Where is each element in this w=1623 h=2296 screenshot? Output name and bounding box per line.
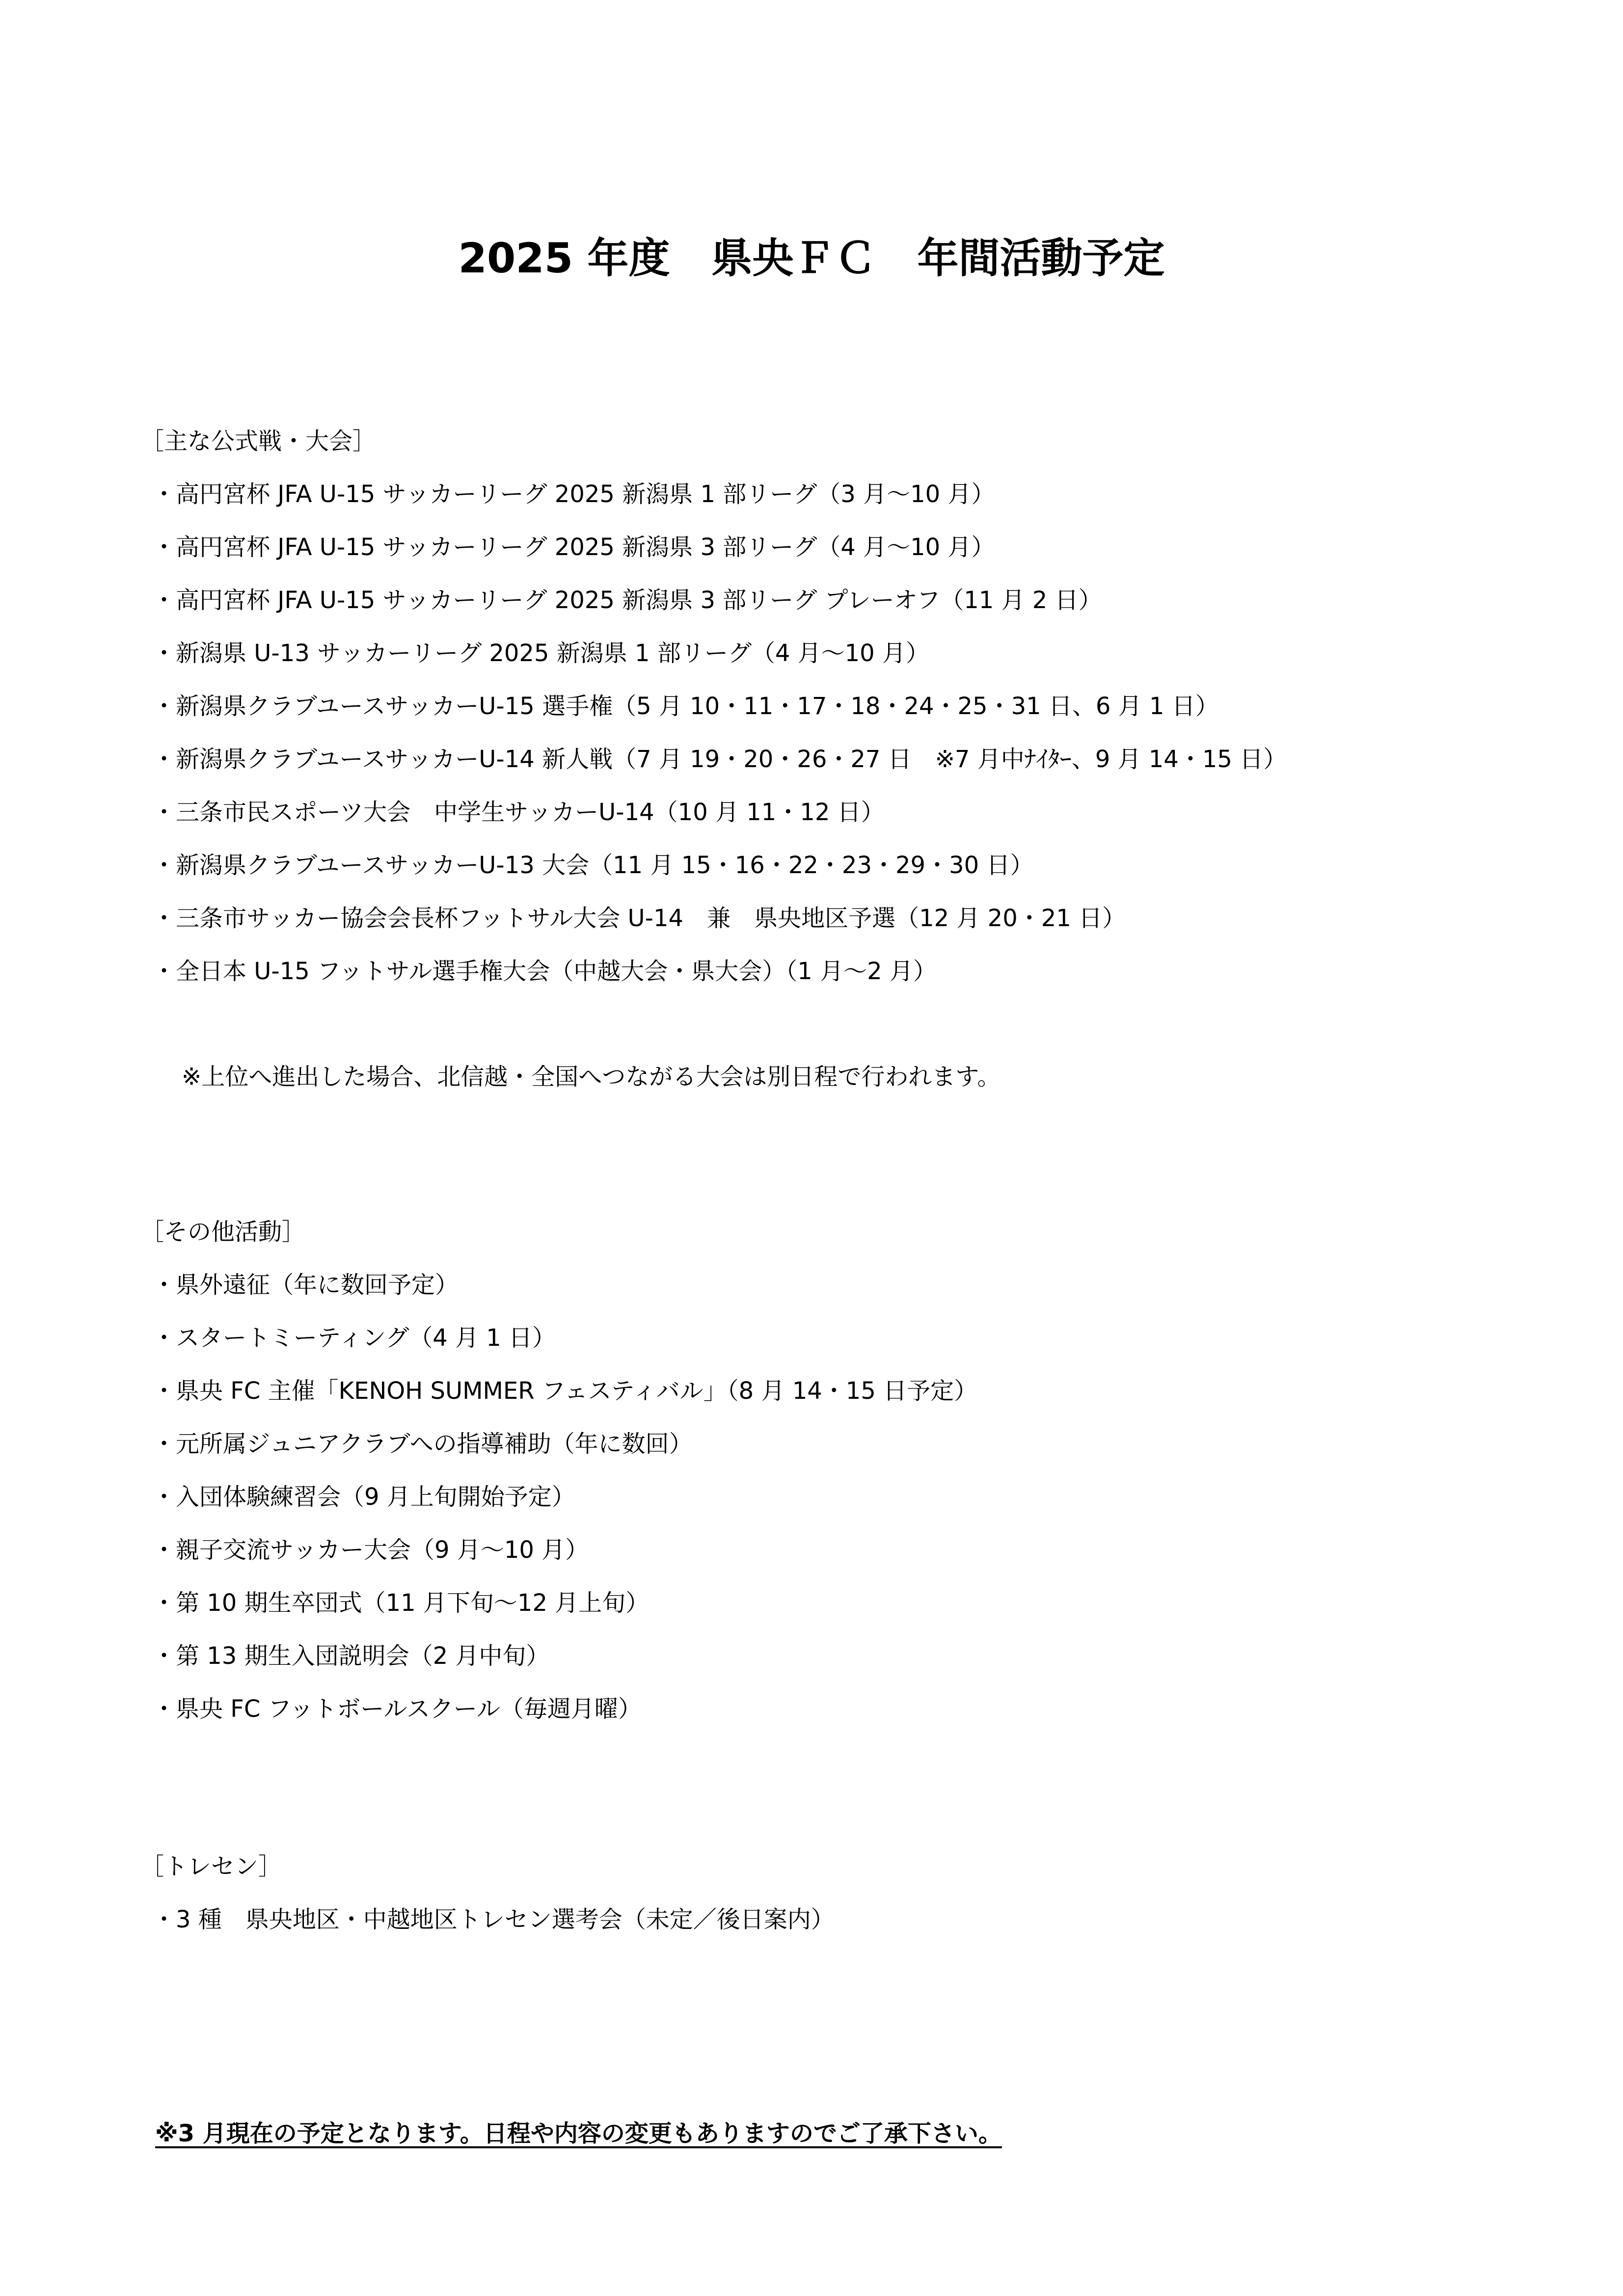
section-other-activities <box>140 1205 1564 1735</box>
section-heading: ［主な公式戦・大会］ <box>140 427 377 455</box>
section-heading: ［トレセン］ <box>140 1853 282 1880</box>
list-item: ・三条市サッカー協会会長杯フットサル大会 U-14 兼 県央地区予選（12 月 20・21 日） <box>152 905 1126 932</box>
list-item: ・新潟県クラブユースサッカーU-14 新人戦（7 月 19・20・26・27 日 ※7 月中ﾅｲﾀｰ、9 月 14・15 日） <box>152 746 1287 773</box>
list-item: ・元所属ジュニアクラブへの指導補助（年に数回） <box>152 1430 693 1458</box>
list-item: ・県央 FC フットボールスクール（毎週月曜） <box>152 1695 642 1723</box>
page-title: 2025 年度 県央ＦＣ 年間活動予定 <box>458 234 1165 282</box>
list-item: ・県外遠征（年に数回予定） <box>152 1271 459 1299</box>
list-item: ・3 種 県央地区・中越地区トレセン選考会（未定／後日案内） <box>152 1906 835 1933</box>
list-item: ・入団体験練習会（9 月上旬開始予定） <box>152 1483 575 1511</box>
list-item: ・県央 FC 主催「KENOH SUMMER フェスティバル」（8 月 14・15 日予定） <box>152 1377 978 1405</box>
list-item: ・スタートミーティング（4 月 1 日） <box>152 1324 556 1352</box>
section-official-matches <box>140 415 1564 998</box>
list-item: ・新潟県クラブユースサッカーU-15 選手権（5 月 10・11・17・18・24・25・31 日、6 月 1 日） <box>152 693 1219 720</box>
list-item: ・高円宮杯 JFA U-15 サッカーリーグ 2025 新潟県 3 部リーグ（4 月～10 月） <box>152 534 995 561</box>
list-item: ・高円宮杯 JFA U-15 サッカーリーグ 2025 新潟県 3 部リーグ プレーオフ（11 月 2 日） <box>152 587 1102 614</box>
list-item: ・第 13 期生入団説明会（2 月中旬） <box>152 1642 550 1670</box>
section-heading: ［その他活動］ <box>140 1218 306 1246</box>
list-item: ・新潟県 U-13 サッカーリーグ 2025 新潟県 1 部リーグ（4 月～10 月） <box>152 640 929 667</box>
list-item: ・新潟県クラブユースサッカーU-13 大会（11 月 15・16・22・23・29・30 日） <box>152 852 1034 879</box>
list-item: ・全日本 U-15 フットサル選手権大会（中越大会・県大会）（1 月～2 月） <box>152 958 937 985</box>
section-tresen <box>140 1840 1564 1946</box>
list-item: ・第 10 期生卒団式（11 月下旬～12 月上旬） <box>152 1589 649 1617</box>
footer-note: ※3 月現在の予定となります。日程や内容の変更もありますのでご了承下さい。 <box>155 2120 1002 2147</box>
section-note: ※上位へ進出した場合、北信越・全国へつながる大会は別日程で行われます。 <box>182 1063 1001 1091</box>
list-item: ・親子交流サッカー大会（9 月～10 月） <box>152 1536 589 1564</box>
list-item: ・三条市民スポーツ大会 中学生サッカーU-14（10 月 11・12 日） <box>152 799 885 826</box>
list-item: ・高円宮杯 JFA U-15 サッカーリーグ 2025 新潟県 1 部リーグ（3 月～10 月） <box>152 481 995 508</box>
